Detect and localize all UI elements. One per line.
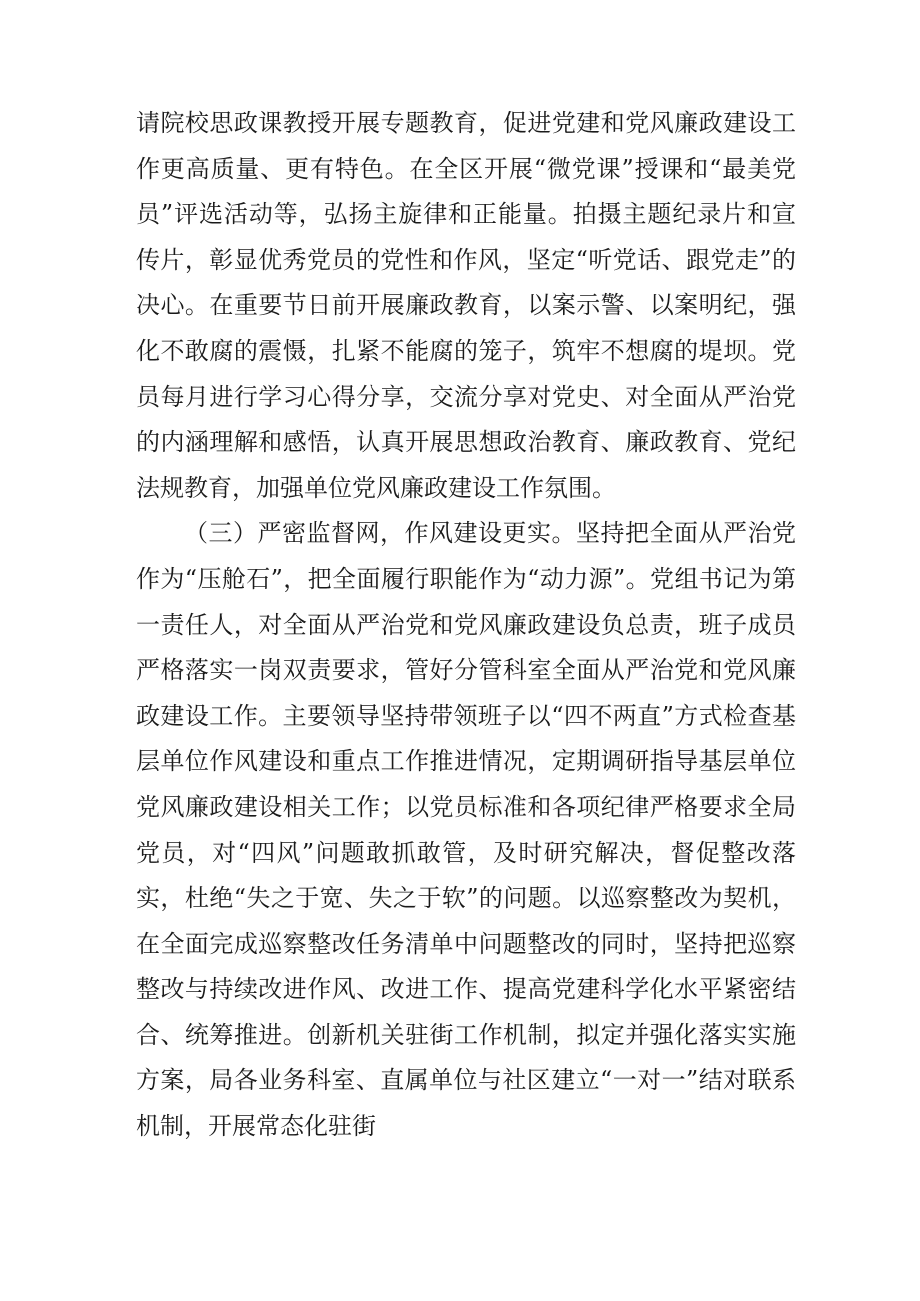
paragraph-2: （三）严密监督网，作风建设更实。坚持把全面从严治党作为“压舱石”，把全面履行职能作为“动力源”。党组书记为第一责任人，对全面从严治党和党风廉政建设负总责，班子成员严格落实一岗双责要求，管好分管科室全面从严治党和党风廉政建设工作。主要领导坚持带领班子以“四不两直”方式检查基层单位作风建设和重点工作推进情况，定期调研指导基层单位党风廉政建设相关工作；以党员标准和各项纪律严格要求全局党员，对“四风”问题敢抓敢管，及时研究解决，督促整改落实，杜绝“失之于宽、失之于软”的问题。以巡察整改为契机，在全面完成巡察整改任务清单中问题整改的同时，坚持把巡察整改与持续改进作风、改进工作、提高党建科学化水平紧密结合、统筹推进。创新机关驻街工作机制，拟定并强化落实实施方案，局各业务科室、直属单位与社区建立“一对一”结对联系机制，开展常态化驻街 xyxy=(136,519,796,1141)
document-body xyxy=(136,101,796,1150)
paragraph-1: 请院校思政课教授开展专题教育，促进党建和党风廉政建设工作更高质量、更有特色。在全区开展“微党课”授课和“最美党员”评选活动等，弘扬主旋律和正能量。拍摄主题纪录片和宣传片，彰显优秀党员的党性和作风，坚定“听党话、跟党走”的决心。在重要节日前开展廉政教育，以案示警、以案明纪，强化不敢腐的震慑，扎紧不能腐的笼子，筑牢不想腐的堤坝。党员每月进行学习心得分享，交流分享对党史、对全面从严治党的内涵理解和感悟，认真开展思想政治教育、廉政教育、党纪法规教育，加强单位党风廉政建设工作氛围。 xyxy=(136,109,796,502)
